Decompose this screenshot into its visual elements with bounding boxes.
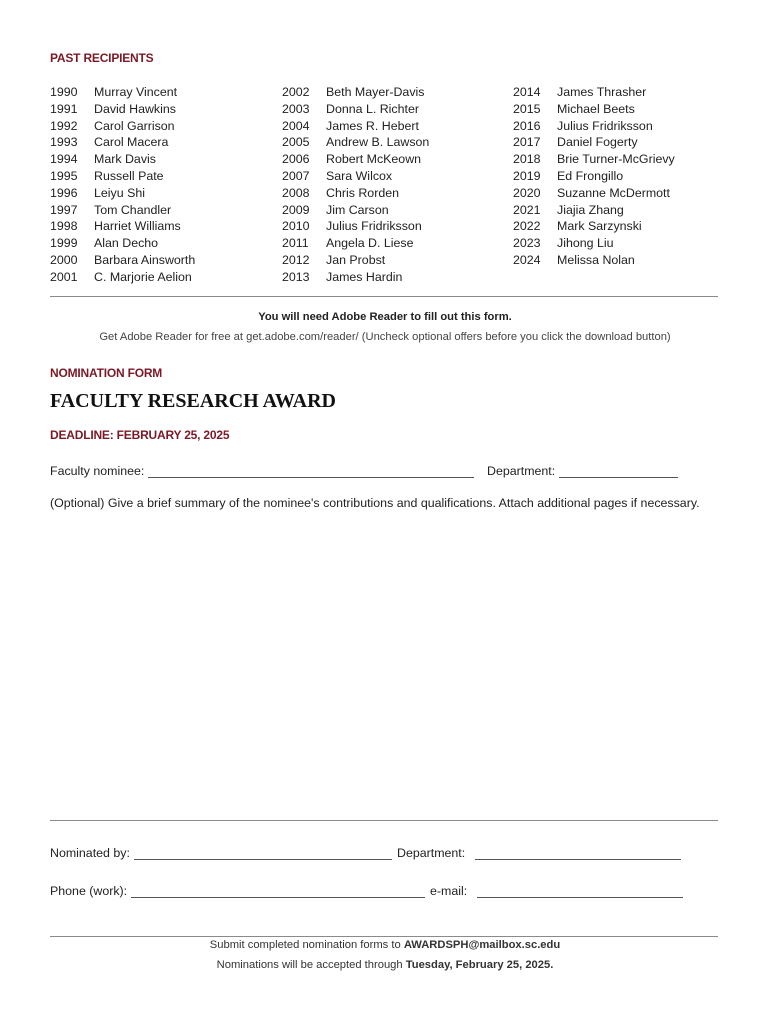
deadline-label: DEADLINE: FEBRUARY 25, 2025 bbox=[50, 428, 230, 442]
faculty-nominee-label: Faculty nominee: bbox=[50, 464, 145, 478]
recipient-row bbox=[282, 218, 429, 235]
faculty-nominee-field bbox=[50, 464, 474, 478]
recipient-name: Jihong Liu bbox=[557, 236, 614, 251]
recipient-row bbox=[282, 168, 429, 185]
award-title: FACULTY RESEARCH AWARD bbox=[50, 390, 336, 412]
recipient-name: Michael Beets bbox=[557, 101, 635, 116]
recipient-year: 2018 bbox=[513, 152, 541, 167]
recipient-row bbox=[50, 101, 195, 118]
recipient-year: 2007 bbox=[282, 168, 310, 183]
recipient-year: 2017 bbox=[513, 135, 541, 150]
recipient-row bbox=[282, 151, 429, 168]
recipient-name: Beth Mayer-Davis bbox=[326, 85, 425, 99]
recipient-row bbox=[513, 118, 675, 135]
nominated-by-input[interactable] bbox=[134, 847, 392, 860]
recipient-year: 1997 bbox=[50, 202, 78, 217]
recipient-name: Tom Chandler bbox=[94, 202, 172, 217]
recipient-row bbox=[513, 134, 675, 151]
recipient-name: C. Marjorie Aelion bbox=[94, 269, 192, 284]
recipient-name: Jiajia Zhang bbox=[557, 202, 624, 217]
recipient-name: Jan Probst bbox=[326, 252, 386, 267]
recipient-name: Julius Fridriksson bbox=[557, 118, 653, 133]
nominated-by-label: Nominated by: bbox=[50, 846, 130, 860]
recipient-year: 2022 bbox=[513, 219, 541, 234]
recipient-year: 2021 bbox=[513, 202, 541, 217]
recipient-year: 2008 bbox=[282, 185, 310, 200]
recipient-name: James Hardin bbox=[326, 269, 403, 284]
faculty-nominee-input[interactable] bbox=[148, 465, 474, 478]
recipient-year: 2011 bbox=[282, 236, 309, 251]
nominated-by-field bbox=[50, 846, 392, 860]
recipient-row bbox=[513, 252, 675, 269]
past-recipients-heading: PAST RECIPIENTS bbox=[50, 51, 154, 65]
recipient-year: 2016 bbox=[513, 118, 541, 133]
recipient-name: Daniel Fogerty bbox=[557, 135, 638, 150]
recipient-row bbox=[50, 252, 195, 269]
recipient-row bbox=[50, 118, 195, 135]
recipient-name: Carol Garrison bbox=[94, 118, 175, 133]
recipient-year: 1991 bbox=[50, 101, 78, 116]
recipient-row bbox=[50, 218, 195, 235]
recipient-name: Jim Carson bbox=[326, 202, 389, 217]
recipient-name: Sara Wilcox bbox=[326, 168, 393, 183]
recipient-year: 1995 bbox=[50, 168, 78, 183]
recipient-year: 2019 bbox=[513, 168, 541, 183]
submit-instructions bbox=[0, 939, 770, 951]
recipient-name: David Hawkins bbox=[94, 101, 176, 116]
deadline-date: Tuesday, February 25, 2025. bbox=[405, 959, 554, 971]
recipient-year: 1993 bbox=[50, 135, 78, 150]
recipient-year: 2005 bbox=[282, 135, 310, 150]
phone-input[interactable] bbox=[131, 885, 425, 898]
reader-required-notice: You will need Adobe Reader to fill out this form. bbox=[258, 311, 512, 323]
department-label: Department: bbox=[487, 464, 556, 478]
nominator-department-label: Department: bbox=[397, 846, 466, 860]
recipient-year: 2023 bbox=[513, 236, 541, 251]
email-input[interactable] bbox=[477, 885, 683, 898]
submit-email-link[interactable]: AWARDSPH@mailbox.sc.edu bbox=[403, 939, 561, 951]
recipient-name: Russell Pate bbox=[94, 168, 164, 183]
recipient-row bbox=[513, 185, 675, 202]
recipient-year: 2009 bbox=[282, 202, 310, 217]
recipient-row bbox=[282, 202, 429, 219]
recipient-name: Julius Fridriksson bbox=[326, 219, 422, 234]
recipient-row bbox=[282, 235, 429, 252]
recipient-row bbox=[282, 101, 429, 118]
phone-label: Phone (work): bbox=[50, 884, 128, 898]
recipient-year: 2003 bbox=[282, 101, 310, 116]
recipient-name: Harriet Williams bbox=[94, 219, 181, 234]
deadline-notice bbox=[0, 959, 770, 971]
email-label: e-mail: bbox=[430, 884, 468, 898]
recipient-row bbox=[282, 252, 429, 269]
department-field bbox=[487, 464, 678, 478]
recipients-column-1 bbox=[50, 84, 195, 286]
recipient-row bbox=[50, 185, 195, 202]
nominator-department-input[interactable] bbox=[475, 847, 681, 860]
recipient-row bbox=[282, 185, 429, 202]
recipient-year: 2012 bbox=[282, 252, 310, 267]
recipient-year: 2014 bbox=[513, 85, 541, 99]
recipient-year: 2004 bbox=[282, 118, 310, 133]
recipients-column-2 bbox=[282, 84, 429, 286]
recipient-year: 2020 bbox=[513, 185, 541, 200]
recipient-name: James Thrasher bbox=[557, 85, 647, 99]
recipient-name: Murray Vincent bbox=[94, 85, 178, 99]
recipient-year: 1996 bbox=[50, 185, 78, 200]
recipient-row bbox=[282, 84, 429, 101]
recipient-name: Robert McKeown bbox=[326, 152, 422, 167]
phone-field bbox=[50, 884, 425, 898]
recipient-row bbox=[282, 118, 429, 135]
recipient-row bbox=[50, 151, 195, 168]
recipient-name: Barbara Ainsworth bbox=[94, 252, 196, 267]
recipient-year: 1994 bbox=[50, 152, 78, 167]
recipient-name: Melissa Nolan bbox=[557, 252, 635, 267]
recipient-row bbox=[513, 168, 675, 185]
recipient-row bbox=[50, 235, 195, 252]
recipient-year: 2015 bbox=[513, 101, 541, 116]
recipient-name: Andrew B. Lawson bbox=[326, 135, 430, 150]
recipient-year: 2013 bbox=[282, 269, 310, 284]
recipient-year: 2024 bbox=[513, 252, 541, 267]
recipient-year: 1998 bbox=[50, 219, 78, 234]
recipient-year: 1999 bbox=[50, 236, 78, 251]
deadline-prefix: Nominations will be accepted through bbox=[216, 959, 406, 971]
recipient-name: Leiyu Shi bbox=[94, 185, 145, 200]
divider bbox=[50, 936, 718, 937]
recipient-row bbox=[513, 202, 675, 219]
submit-prefix: Submit completed nomination forms to bbox=[209, 939, 404, 951]
recipient-name: Ed Frongillo bbox=[557, 168, 624, 183]
recipient-row bbox=[513, 218, 675, 235]
recipient-row bbox=[50, 84, 195, 101]
recipient-name: Mark Sarzynski bbox=[557, 219, 642, 234]
recipient-name: Donna L. Richter bbox=[326, 101, 419, 116]
divider bbox=[50, 820, 718, 821]
recipient-year: 2010 bbox=[282, 219, 310, 234]
recipient-year: 2000 bbox=[50, 252, 78, 267]
recipient-year: 2002 bbox=[282, 85, 310, 99]
recipient-row bbox=[513, 84, 675, 101]
recipient-row bbox=[50, 134, 195, 151]
recipient-row bbox=[513, 235, 675, 252]
recipient-row bbox=[50, 269, 195, 286]
recipient-name: Brie Turner-McGrievy bbox=[557, 152, 675, 167]
nominator-department-field bbox=[397, 846, 681, 860]
email-field bbox=[430, 884, 683, 898]
recipient-name: Angela D. Liese bbox=[326, 236, 414, 251]
recipient-row bbox=[282, 269, 429, 286]
recipient-year: 1990 bbox=[50, 85, 78, 99]
recipient-row bbox=[513, 101, 675, 118]
recipient-name: Carol Macera bbox=[94, 135, 169, 150]
recipient-row bbox=[50, 168, 195, 185]
summary-prompt: (Optional) Give a brief summary of the nominee's contributions and qualifications. Attach additional pages if necessary. bbox=[50, 496, 700, 510]
recipient-name: Mark Davis bbox=[94, 152, 156, 167]
nomination-form-label: NOMINATION FORM bbox=[50, 366, 163, 380]
recipient-name: James R. Hebert bbox=[326, 118, 419, 133]
recipient-row bbox=[50, 202, 195, 219]
recipient-row bbox=[513, 151, 675, 168]
recipient-row bbox=[282, 134, 429, 151]
recipient-name: Suzanne McDermott bbox=[557, 185, 670, 200]
recipient-name: Alan Decho bbox=[94, 236, 159, 251]
reader-download-info: Get Adobe Reader for free at get.adobe.com/reader/ (Uncheck optional offers before you click the download button) bbox=[99, 331, 671, 343]
divider bbox=[50, 296, 718, 297]
recipient-year: 2001 bbox=[50, 269, 78, 284]
recipient-year: 2006 bbox=[282, 152, 310, 167]
recipient-year: 1992 bbox=[50, 118, 78, 133]
summary-text-area[interactable] bbox=[50, 516, 718, 810]
recipients-column-3 bbox=[513, 84, 675, 269]
recipient-name: Chris Rorden bbox=[326, 185, 399, 200]
department-input[interactable] bbox=[559, 465, 678, 478]
